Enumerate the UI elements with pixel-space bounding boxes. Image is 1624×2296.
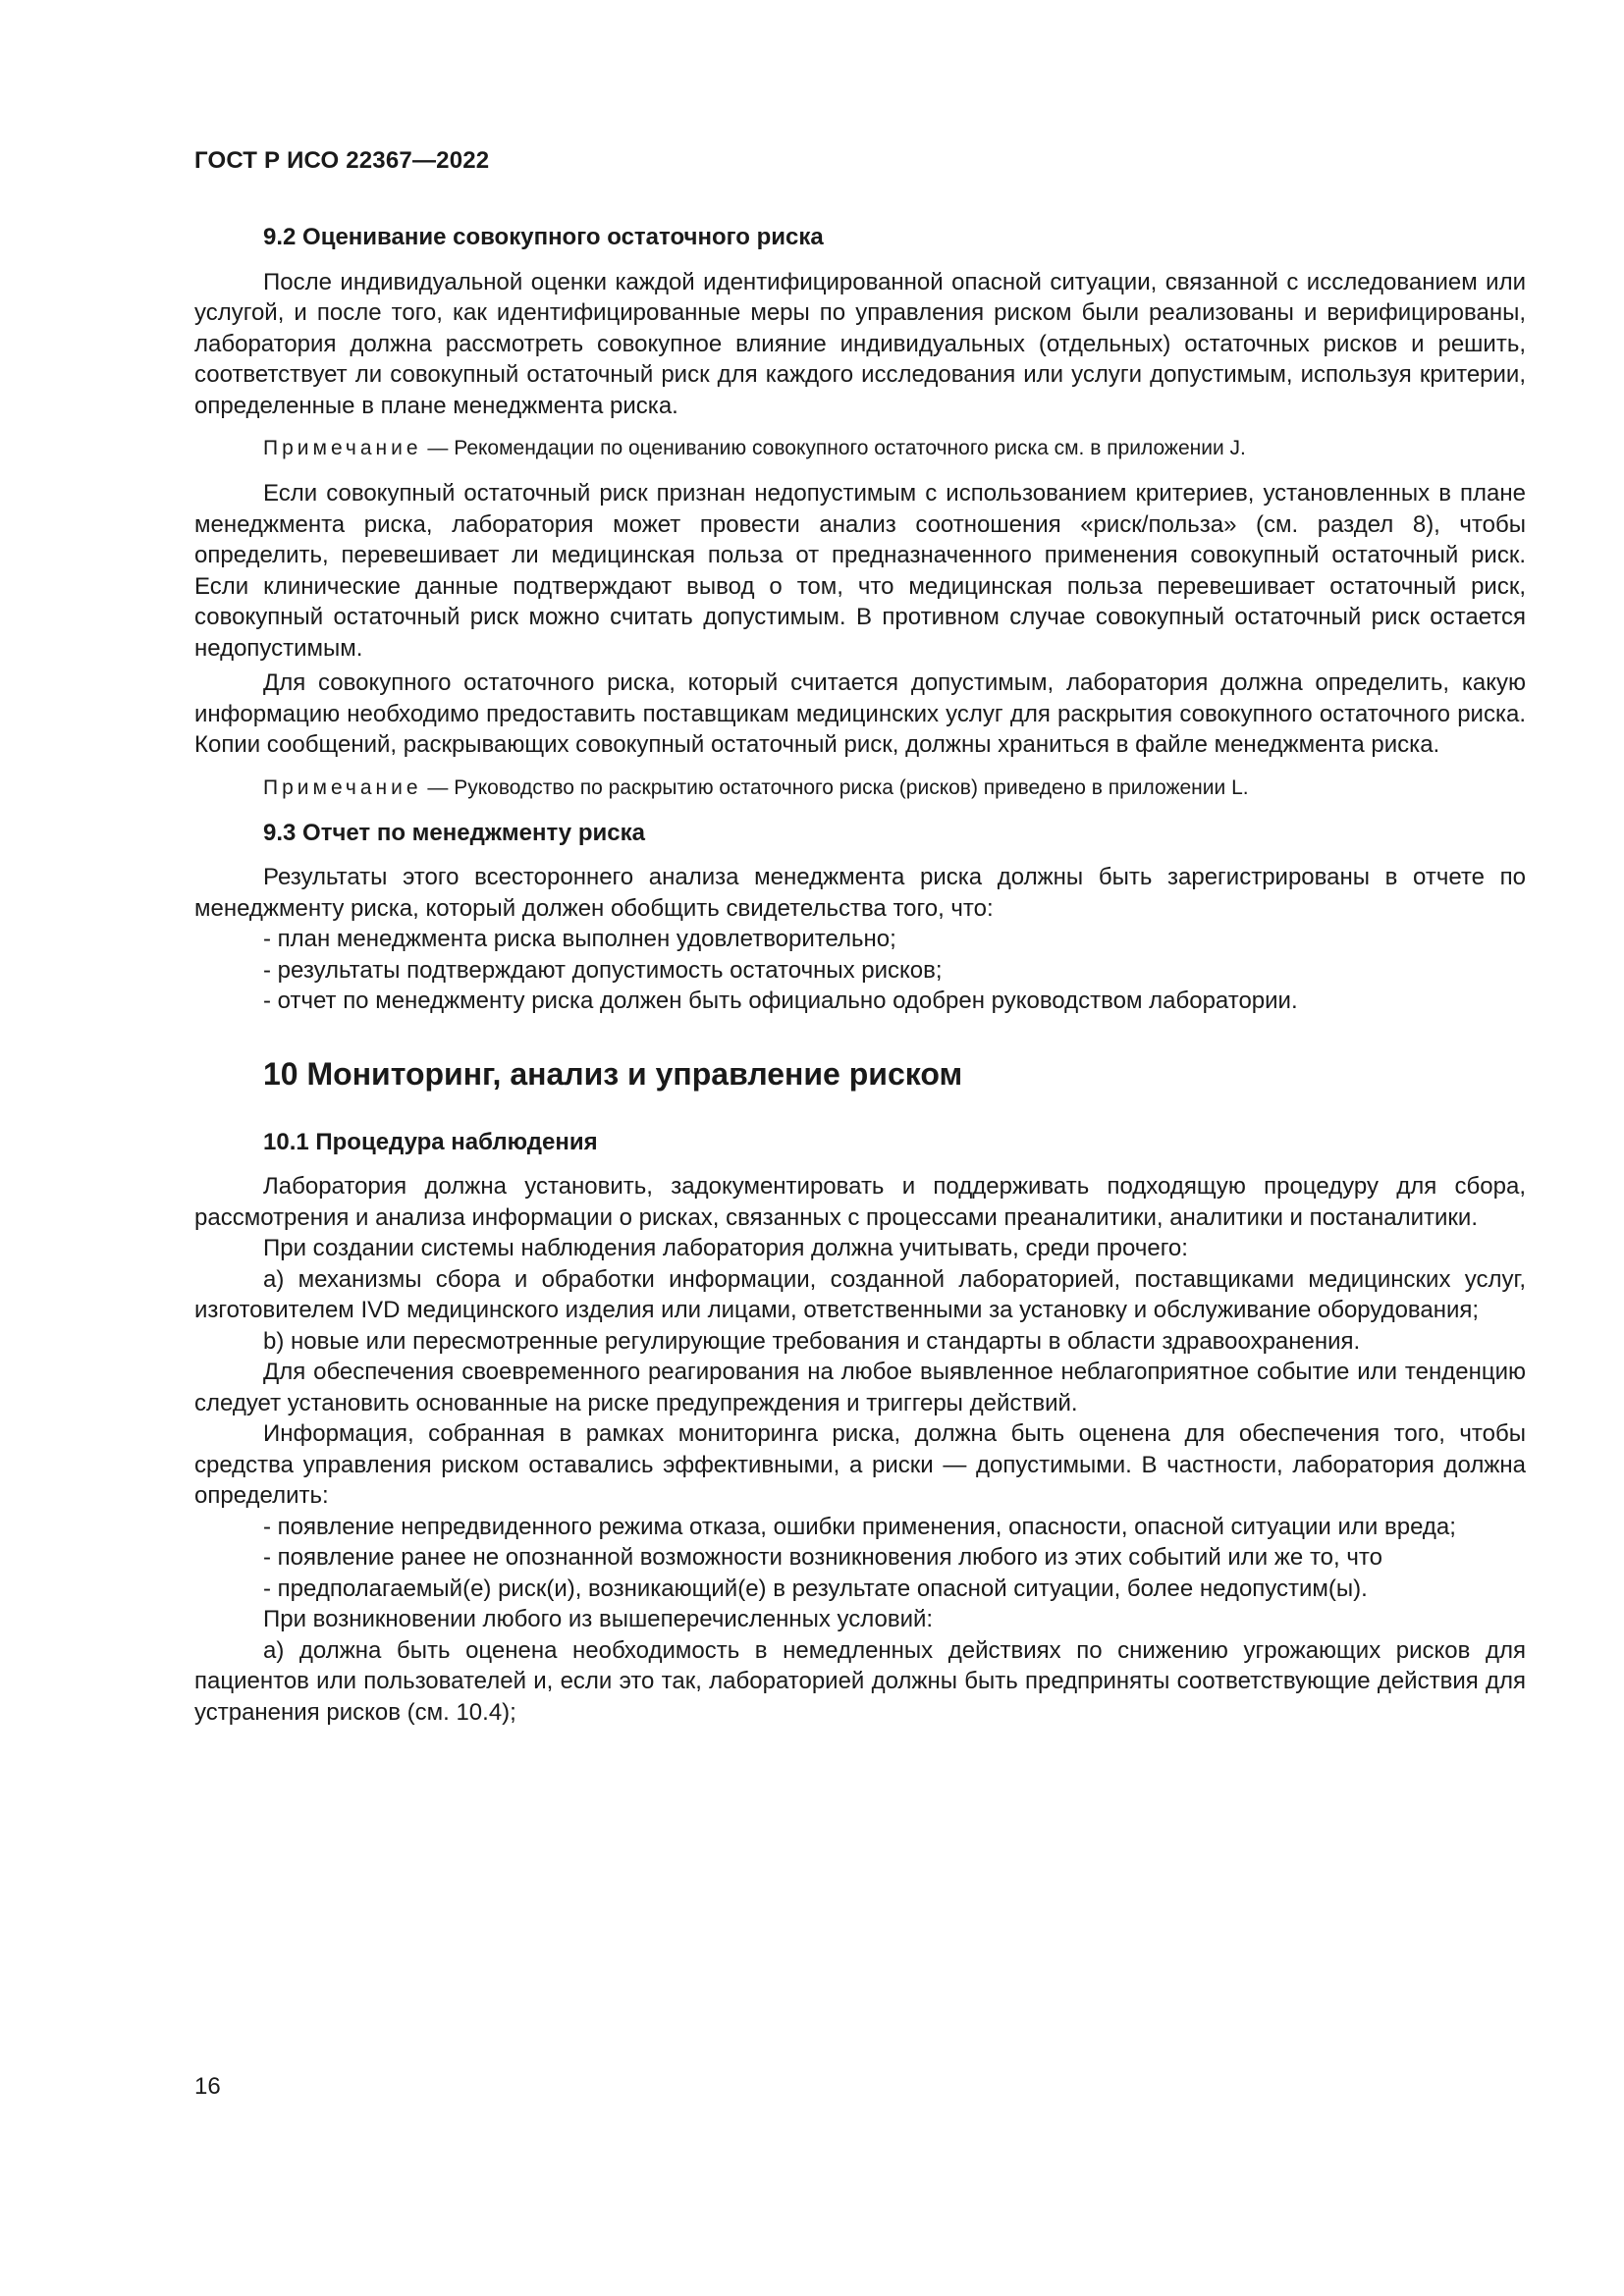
section-10-1-paragraph-2: При создании системы наблюдения лаборатория должна учитывать, среди прочего:: [263, 1235, 1188, 1261]
section-10-1-paragraph-9: - предполагаемый(е) риск(и), возникающий(е) в результате опасной ситуации, более недопустим(ы).: [263, 1575, 1368, 1602]
note-text: — Рекомендации по оцениванию совокупного остаточного риска см. в приложении J.: [421, 437, 1246, 459]
section-9-2-paragraph-2: Если совокупный остаточный риск признан недопустимым с использованием критериев, установленных в плане менеджмента риска, лаборатория может провести анализ соотношения «риск/польза» (см. раздел 8), чтобы определить, перевешивает ли медицинская польза от предназначенного применения совокупный остаточный риск. Если клинические данные подтверждают вывод о том, что медицинская польза перевешивает остаточный риск, совокупный остаточный риск можно считать допустимым. В противном случае совокупный остаточный риск остается недопустимым.: [194, 480, 1526, 662]
section-10-1-title: 10.1 Процедура наблюдения: [263, 1128, 598, 1155]
section-10-1-paragraph-8: - появление ранее не опознанной возможности возникновения любого из этих событий или же то, что: [263, 1544, 1382, 1571]
section-10-1-paragraph-6: Информация, собранная в рамках мониторинга риска, должна быть оценена для обеспечения того, чтобы средства управления риском оставались эффективными, а риски — допустимыми. В частности, лаборатория должна определить:: [194, 1420, 1526, 1509]
section-9-2-note-2: [194, 774, 1526, 802]
section-9-3-paragraph-1: Результаты этого всестороннего анализа менеджмента риска должны быть зарегистрированы в отчете по менеджменту риска, который должен обобщить свидетельства того, что:: [194, 864, 1526, 922]
section-10-1-paragraph-4: b) новые или пересмотренные регулирующие требования и стандарты в области здравоохранения.: [263, 1327, 1361, 1355]
note-text: — Руководство по раскрытию остаточного риска (рисков) приведено в приложении L.: [421, 775, 1249, 799]
section-9-2-paragraph-3: Для совокупного остаточного риска, который считается допустимым, лаборатория должна определить, какую информацию необходимо предоставить поставщикам медицинских услуг для раскрытия совокупного остаточного риска. Копии сообщений, раскрывающих совокупный остаточный риск, должны храниться в файле менеджмента риска.: [194, 669, 1526, 758]
list-item: - результаты подтверждают допустимость остаточных рисков;: [263, 956, 943, 984]
note-label: Примечание: [263, 775, 422, 799]
section-9-2-note-1: [194, 435, 1526, 462]
section-10-1-paragraph-1: Лаборатория должна установить, задокументировать и поддерживать подходящую процедуру для сбора, рассмотрения и анализа информации о рисках, связанных с процессами преаналитики, аналитики и постаналитики.: [194, 1173, 1526, 1231]
section-10-1-paragraph-5: Для обеспечения своевременного реагирования на любое выявленное неблагоприятное событие или тенденцию следует установить основанные на риске предупреждения и триггеры действий.: [194, 1359, 1526, 1416]
section-9-2-title: 9.2 Оценивание совокупного остаточного риска: [263, 224, 824, 250]
list-item: - план менеджмента риска выполнен удовлетворительно;: [263, 926, 896, 952]
page-number: 16: [194, 2073, 221, 2100]
section-10-1-paragraph-11: a) должна быть оценена необходимость в немедленных действиях по снижению угрожающих рисков для пациентов или пользователей и, если это так, лабораторией должны быть предприняты соответствующие действия для устранения рисков (см. 10.4);: [194, 1636, 1526, 1726]
section-9-3-title: 9.3 Отчет по менеджменту риска: [263, 819, 645, 846]
note-label: Примечание: [263, 437, 422, 459]
document-code-header: ГОСТ Р ИСО 22367—2022: [194, 147, 490, 174]
section-10-1-paragraph-10: При возникновении любого из вышеперечисленных условий:: [263, 1606, 934, 1632]
section-10-1-paragraph-3: a) механизмы сбора и обработки информации, созданной лабораторией, поставщиками медицинских услуг, изготовителем IVD медицинского изделия или лицами, ответственными за установку и обслуживание оборудования;: [194, 1265, 1526, 1323]
section-9-2-paragraph-1: После индивидуальной оценки каждой идентифицированной опасной ситуации, связанной с исследованием или услугой, и после того, как идентифицированные меры по управления риском были реализованы и верифицированы, лаборатория должна рассмотреть совокупное влияние индивидуальных (отдельных) остаточных рисков и решить, соответствует ли совокупный остаточный риск для каждого исследования или услуги допустимым, используя критерии, определенные в плане менеджмента риска.: [194, 268, 1526, 419]
section-10-1-paragraph-7: - появление непредвиденного режима отказа, ошибки применения, опасности, опасной ситуации или вреда;: [263, 1513, 1456, 1540]
section-10-title: 10 Мониторинг, анализ и управление риском: [263, 1055, 963, 1092]
list-item: - отчет по менеджменту риска должен быть официально одобрен руководством лаборатории.: [263, 988, 1298, 1014]
document-body: [194, 222, 1526, 1728]
